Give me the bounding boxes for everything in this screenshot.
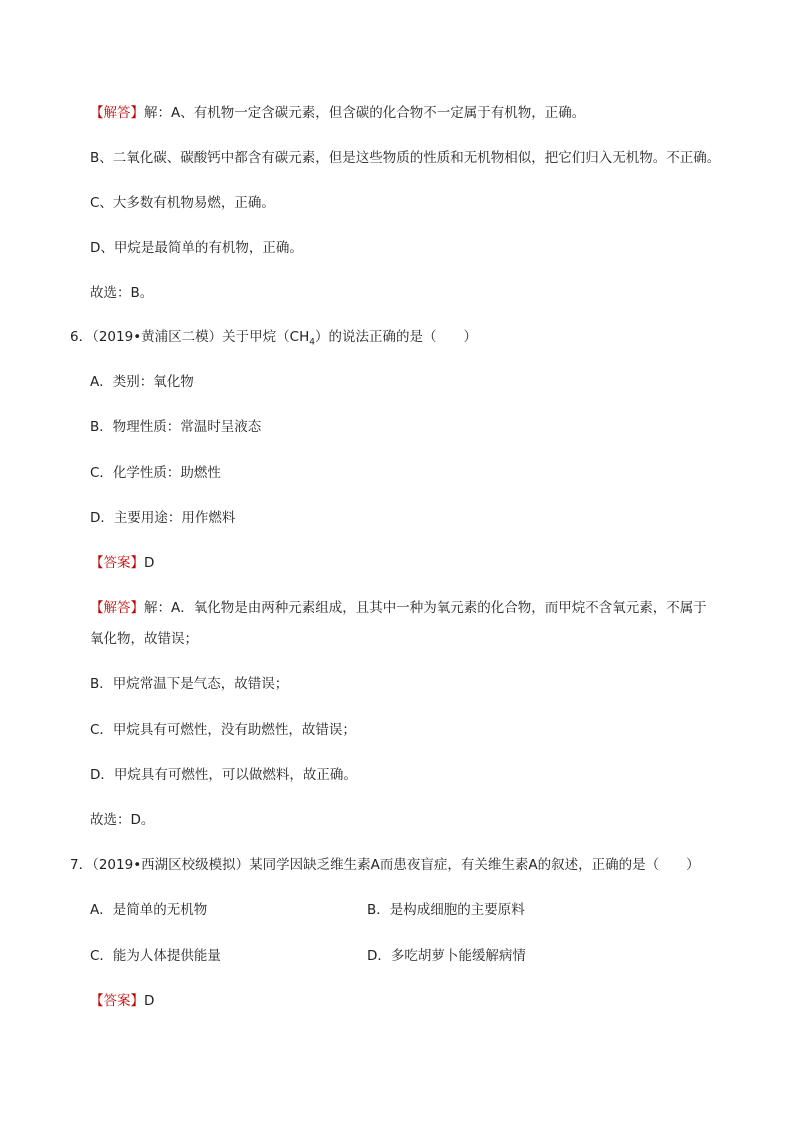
prev-analysis-line-1 [90, 103, 585, 123]
q7-option-a: A．是简单的无机物 [90, 902, 208, 918]
q6-option-c: C．化学性质：助燃性 [90, 465, 221, 481]
q7-answer [90, 991, 154, 1011]
q6-option-a: A．类别：氧化物 [90, 374, 194, 390]
q7-option-b: B．是构成细胞的主要原料 [367, 902, 525, 918]
prev-analysis-line-3: C、大多数有机物易燃，正确。 [90, 195, 275, 211]
q6-analysis-line-5: D．甲烷具有可燃性，可以做燃料，故正确。 [90, 767, 357, 783]
q6-option-d: D．主要用途：用作燃料 [90, 510, 236, 526]
q6-stem [70, 327, 477, 353]
analysis-text: 解：A、有机物一定含碳元素，但含碳的化合物不一定属于有机物，正确。 [144, 105, 586, 121]
prev-analysis-line-2: B、二氧化碳、碳酸钙中都含有碳元素，但是这些物质的性质和无机物相似，把它们归入无机物。不正确。 [90, 150, 721, 166]
prev-conclusion: 故选：B。 [90, 285, 154, 301]
q6-conclusion: 故选：D。 [90, 812, 155, 828]
analysis-tag: 【解答】 [90, 105, 144, 121]
q6-analysis-line-4: C．甲烷具有可燃性，没有助燃性，故错误； [90, 722, 356, 738]
analysis-tag: 【解答】 [90, 600, 144, 616]
prev-analysis-line-4: D、甲烷是最简单的有机物，正确。 [90, 240, 303, 256]
answer-value: D [144, 993, 155, 1009]
answer-value: D [144, 555, 155, 571]
q6-stem-post: ）的说法正确的是（ ） [314, 329, 477, 345]
q7-stem: 7．（2019•西湖区校级模拟）某同学因缺乏维生素A而患夜盲症，有关维生素A的叙述，正确的是（ ） [70, 857, 700, 873]
q6-stem-pre: 6．（2019•黄浦区二模）关于甲烷（CH [70, 329, 310, 345]
q6-analysis-line-1 [90, 598, 707, 618]
q6-option-b: B．物理性质：常温时呈液态 [90, 419, 262, 435]
q6-answer [90, 553, 154, 573]
analysis-text: 解：A．氧化物是由两种元素组成，且其中一种为氧元素的化合物，而甲烷不含氧元素，不属于 [144, 600, 707, 616]
q6-analysis-line-3: B．甲烷常温下是气态，故错误； [90, 676, 289, 692]
q7-option-c: C．能为人体提供能量 [90, 948, 221, 964]
q6-stem-subscript: 4 [309, 337, 315, 348]
q7-option-d: D．多吃胡萝卜能缓解病情 [367, 948, 526, 964]
q6-analysis-line-2: 氧化物，故错误； [90, 631, 198, 647]
answer-tag: 【答案】 [90, 555, 144, 571]
answer-tag: 【答案】 [90, 993, 144, 1009]
